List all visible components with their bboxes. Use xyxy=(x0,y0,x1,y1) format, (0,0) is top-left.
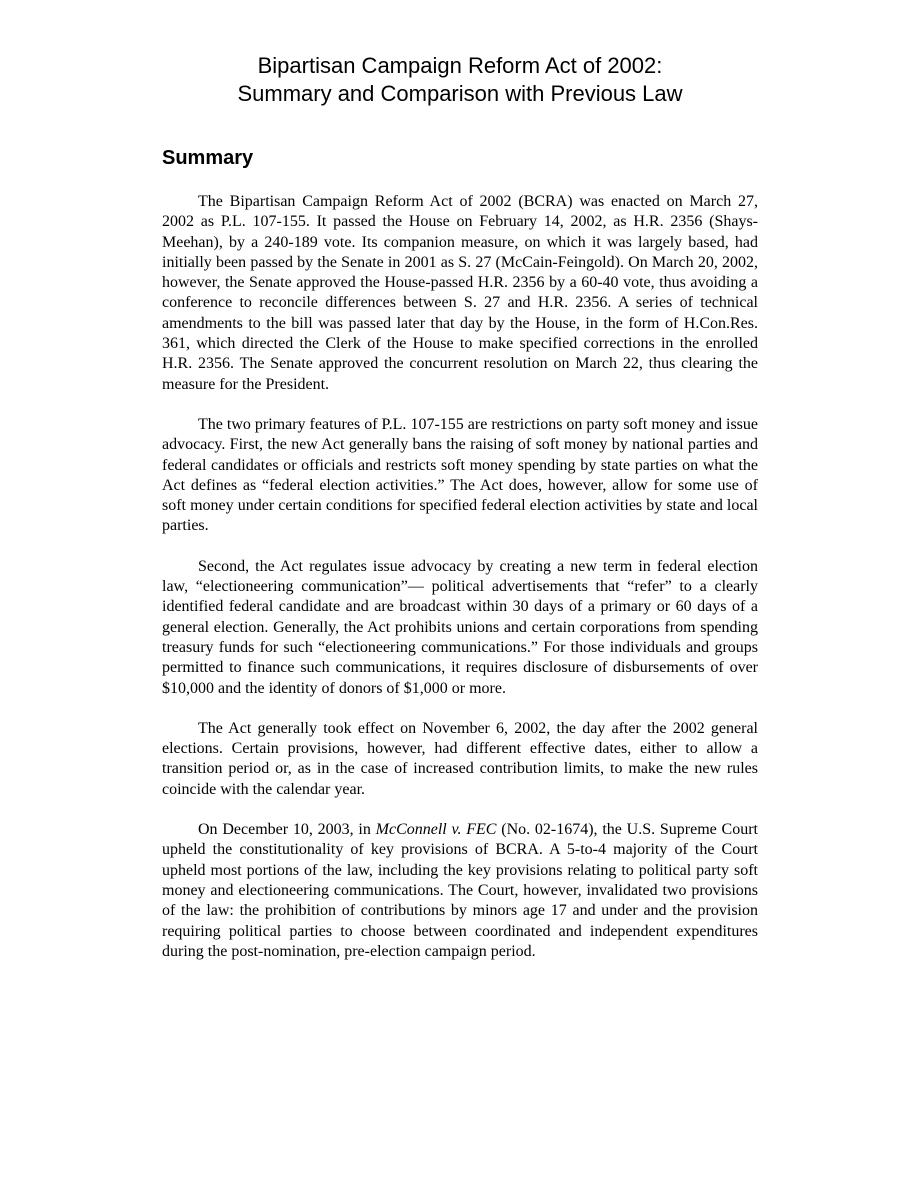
paragraph-5-body: (No. 02-1674), the U.S. Supreme Court upheld the constitutionality of key provisions of BCRA. A 5-to-4 majority of the Court upheld most portions of the law, including the key provisions relating to political party soft money and electioneering communications. The Court, however, invalidated two provisions of the law: the prohibition of contributions by minors age 17 and under and the provision requiring political parties to choose between coordinated and independent expenditures during the post-nomination, pre-election campaign period. xyxy=(162,821,759,960)
section-heading-summary: Summary xyxy=(162,147,254,169)
paragraph-1: The Bipartisan Campaign Reform Act of 2002 (BCRA) was enacted on March 27, 2002 as P.L. 107-155. It passed the House on February 14, 2002, as H.R. 2356 (Shays-Meehan), by a 240-189 vote. Its companion measure, on which it was largely based, had initially been passed by the Senate in 2001 as S. 27 (McCain-Feingold). On March 20, 2002, however, the Senate approved the House-passed H.R. 2356 by a 60-40 vote, thus avoiding a conference to reconcile differences between S. 27 and H.R. 2356. A series of technical amendments to the bill was passed later that day by the House, in the form of H.Con.Res. 361, which directed the Clerk of the House to make specified corrections in the enrolled H.R. 2356. The Senate approved the concurrent resolution on March 22, thus clearing the measure for the President. xyxy=(162,193,758,393)
case-name: McConnell v. FEC xyxy=(375,821,497,839)
paragraph-2: The two primary features of P.L. 107-155 are restrictions on party soft money and issue advocacy. First, the new Act generally bans the raising of soft money by national parties and federal candidates or officials and restricts soft money spending by state parties on what the Act defines as “federal election activities.” The Act does, however, allow for some use of soft money under certain conditions for specified federal election activities by state and local parties. xyxy=(162,415,758,535)
paragraph-5-intro: On December 10, 2003, in xyxy=(198,821,376,839)
title-line-2: Summary and Comparison with Previous Law xyxy=(237,81,683,106)
paragraph-5 xyxy=(162,820,758,962)
document-title xyxy=(162,52,758,108)
title-line-1: Bipartisan Campaign Reform Act of 2002: xyxy=(257,53,663,78)
paragraph-4: The Act generally took effect on November 6, 2002, the day after the 2002 general elections. Certain provisions, however, had different effective dates, either to allow a transition period or, as in the case of increased contribution limits, to make the new rules coincide with the calendar year. xyxy=(162,719,758,798)
paragraph-3: Second, the Act regulates issue advocacy by creating a new term in federal election law, “electioneering communication”— political advertisements that “refer” to a clearly identified federal candidate and are broadcast within 30 days of a primary or 60 days of a general election. Generally, the Act prohibits unions and certain corporations from spending treasury funds for such “electioneering communications.” For those individuals and groups permitted to finance such communications, it requires disclosure of disbursements of over $10,000 and the identity of donors of $1,000 or more. xyxy=(162,557,758,697)
document-page xyxy=(162,52,758,962)
